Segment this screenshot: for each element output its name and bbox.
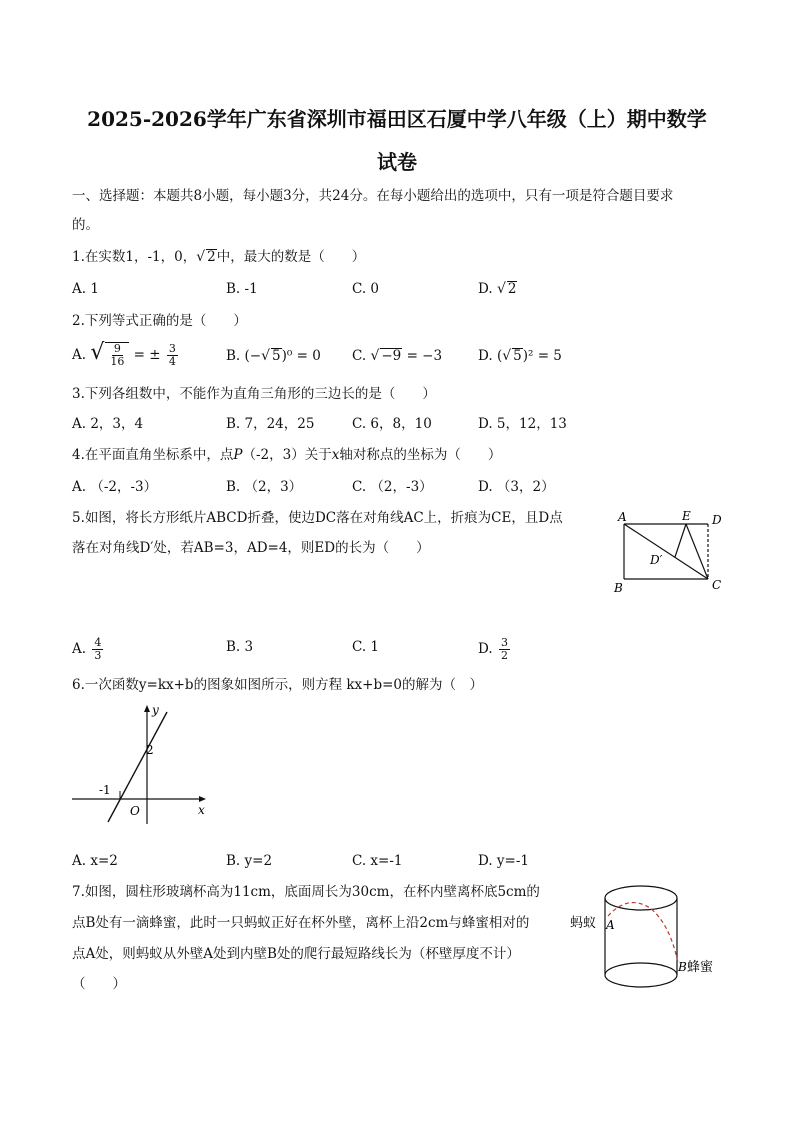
sqrt-symbol: √ — [90, 340, 105, 365]
q2-option-d[interactable] — [478, 346, 562, 366]
q2-option-b-prefix: B. — [226, 348, 241, 364]
sqrt-symbol: √ — [261, 348, 271, 364]
q3-option-b[interactable]: B. 7，24，25 — [226, 416, 315, 432]
q6-option-c[interactable]: C. x=-1 — [352, 853, 403, 869]
fraction-numerator: 4 — [94, 636, 102, 649]
q2-a-fraction — [108, 343, 126, 368]
fraction-denominator: 3 — [94, 649, 102, 662]
x-axis-label: x — [198, 803, 205, 817]
q2-option-a-mid: = ± — [133, 347, 161, 363]
q1-option-d-prefix: D. — [478, 281, 497, 297]
fig-label-a: A — [618, 510, 627, 524]
q5-rectangle-figure — [606, 506, 736, 598]
q5-option-a[interactable] — [72, 637, 105, 662]
q1-option-b[interactable]: B. -1 — [226, 281, 258, 297]
fraction-denominator: 4 — [168, 355, 176, 368]
q1-stem-text-b: 中，最大的数是（ ） — [216, 249, 366, 265]
y-axis-label: y — [152, 703, 159, 717]
y-axis-arrow-icon — [144, 705, 150, 712]
question-3-stem: 3.下列各组数中，不能作为直角三角形的三边长的是（ ） — [72, 386, 436, 402]
q4-option-d[interactable]: D. （3，2） — [478, 479, 555, 495]
q3-option-d[interactable]: D. 5，12，13 — [478, 416, 567, 432]
question-7-stem-line4: （ ） — [72, 976, 126, 992]
q4-option-a[interactable]: A. （-2，-3） — [72, 479, 158, 495]
q5-option-b[interactable]: B. 3 — [226, 639, 254, 655]
q5-d-fraction — [499, 637, 510, 662]
fig-label-b: B — [614, 581, 623, 595]
q2-option-d-radicand: 5 — [513, 348, 522, 364]
fraction-denominator: 2 — [500, 649, 508, 662]
q4-stem-x: x — [331, 447, 340, 463]
question-4-stem — [72, 445, 501, 465]
q6-option-a[interactable]: A. x=2 — [72, 853, 118, 869]
question-1-stem — [72, 247, 365, 267]
q7-cylinder-figure — [566, 880, 736, 992]
q4-option-b[interactable]: B. （2，3） — [226, 479, 303, 495]
q1-option-a[interactable]: A. 1 — [72, 281, 99, 297]
q2-option-b-radicand: 5 — [272, 348, 281, 364]
q6-option-b[interactable]: B. y=2 — [226, 853, 273, 869]
q2-option-c-prefix: C. — [352, 348, 367, 364]
fraction-numerator: 9 — [113, 342, 121, 355]
sqrt-symbol: √ — [502, 348, 512, 364]
q1-option-d-radicand: 2 — [507, 281, 517, 297]
question-7-stem-line1: 7.如图，圆柱形玻璃杯高为11cm，底面周长为30cm，在杯内壁离杯底5cm的 — [72, 884, 540, 900]
fig-crease-ce — [686, 524, 708, 579]
sqrt-symbol: √ — [496, 281, 506, 297]
fraction-numerator: 3 — [500, 636, 508, 649]
q1-stem-radicand: 2 — [207, 249, 216, 265]
shortest-path-curve — [608, 903, 678, 963]
q6-option-d[interactable]: D. y=-1 — [478, 853, 530, 869]
question-7-stem-line2: 点B处有一滴蜂蜜，此时一只蚂蚁正好在杯外壁，离杯上沿2cm与蜂蜜相对的 — [72, 915, 530, 931]
q3-option-a[interactable]: A. 2，3，4 — [72, 416, 144, 432]
q2-option-c-post: = −3 — [406, 348, 443, 364]
question-5-stem-line1: 5.如图，将长方形纸片ABCD折叠，使边DC落在对角线AC上，折痕为CE，且D点 — [72, 510, 563, 526]
q6-line-graph — [66, 700, 216, 830]
honey-label: 蜂蜜 — [687, 960, 714, 975]
section-instructions-line2: 的。 — [72, 217, 99, 233]
q2-option-b-pre: (− — [244, 348, 262, 364]
x-axis-arrow-icon — [199, 796, 206, 802]
q4-stem-b: （-2，3）关于 — [242, 447, 332, 463]
q4-stem-a: 4.在平面直角坐标系中，点 — [72, 447, 234, 463]
q4-stem-p: P — [233, 447, 243, 463]
q2-option-d-prefix: D. — [478, 348, 493, 364]
fig-diagonal-ac — [624, 524, 708, 579]
q2-option-a[interactable] — [72, 342, 180, 368]
q5-option-a-prefix: A. — [72, 641, 87, 657]
question-5-stem-line2: 落在对角线D′处，若AB=3，AD=4，则ED的长为（ ） — [72, 540, 430, 556]
fig-segment-ed — [675, 524, 686, 557]
question-7-stem-line3: 点A处，则蚂蚁从外壁A处到内壁B处的爬行最短路线长为（杯壁厚度不计） — [72, 946, 520, 962]
exam-title-line2: 试卷 — [377, 150, 417, 174]
q4-stem-c: 轴对称点的坐标为（ ） — [339, 447, 502, 463]
fig-label-e: E — [682, 509, 691, 523]
fig-label-c: C — [712, 578, 722, 592]
origin-label: O — [130, 804, 140, 818]
question-2-stem: 2.下列等式正确的是（ ） — [72, 313, 247, 329]
q5-option-d-prefix: D. — [478, 641, 493, 657]
q2-option-c-radicand: −9 — [381, 348, 402, 364]
fraction-denominator: 16 — [110, 355, 125, 368]
q2-option-b[interactable] — [226, 346, 321, 366]
q2-option-d-pre: ( — [496, 348, 503, 364]
q5-a-fraction — [92, 637, 103, 662]
sqrt-symbol: √ — [370, 348, 380, 364]
q5-option-c[interactable]: C. 1 — [352, 639, 380, 655]
q2-option-b-post: )⁰ = 0 — [281, 348, 321, 364]
q2-option-a-prefix: A. — [72, 347, 87, 363]
y-intercept-label: 2 — [146, 743, 154, 757]
q1-option-d[interactable] — [478, 279, 517, 299]
q1-option-c[interactable]: C. 0 — [352, 281, 380, 297]
point-b-label: B — [678, 960, 687, 974]
q2-option-c[interactable] — [352, 346, 442, 366]
x-intercept-label: -1 — [99, 783, 111, 797]
q2-option-d-post: )² = 5 — [522, 348, 562, 364]
question-6-stem: 6.一次函数y=kx+b的图象如图所示，则方程 kx+b=0的解为（ ） — [72, 677, 484, 693]
sqrt-symbol: √ — [196, 249, 206, 265]
fig-label-d: D — [712, 513, 722, 527]
ant-label: 蚂蚁 — [570, 916, 597, 931]
q1-stem-text-a: 1.在实数1，-1，0， — [72, 249, 197, 265]
fraction-numerator: 3 — [168, 342, 176, 355]
q3-option-c[interactable]: C. 6，8，10 — [352, 416, 432, 432]
section-instructions-line1: 一、选择题：本题共8小题，每小题3分，共24分。在每小题给出的选项中，只有一项是符合题目要求 — [72, 188, 674, 204]
cylinder-top — [605, 886, 677, 910]
q2-a-fraction-2 — [167, 343, 178, 368]
q4-option-c[interactable]: C. （2，-3） — [352, 479, 433, 495]
exam-title-line1: 2025-2026学年广东省深圳市福田区石厦中学八年级（上）期中数学 — [87, 107, 707, 131]
fig-label-dprime: D′ — [650, 553, 663, 567]
q5-option-d[interactable] — [478, 637, 512, 662]
point-a-label: A — [606, 918, 615, 932]
cylinder-bottom — [605, 963, 677, 987]
